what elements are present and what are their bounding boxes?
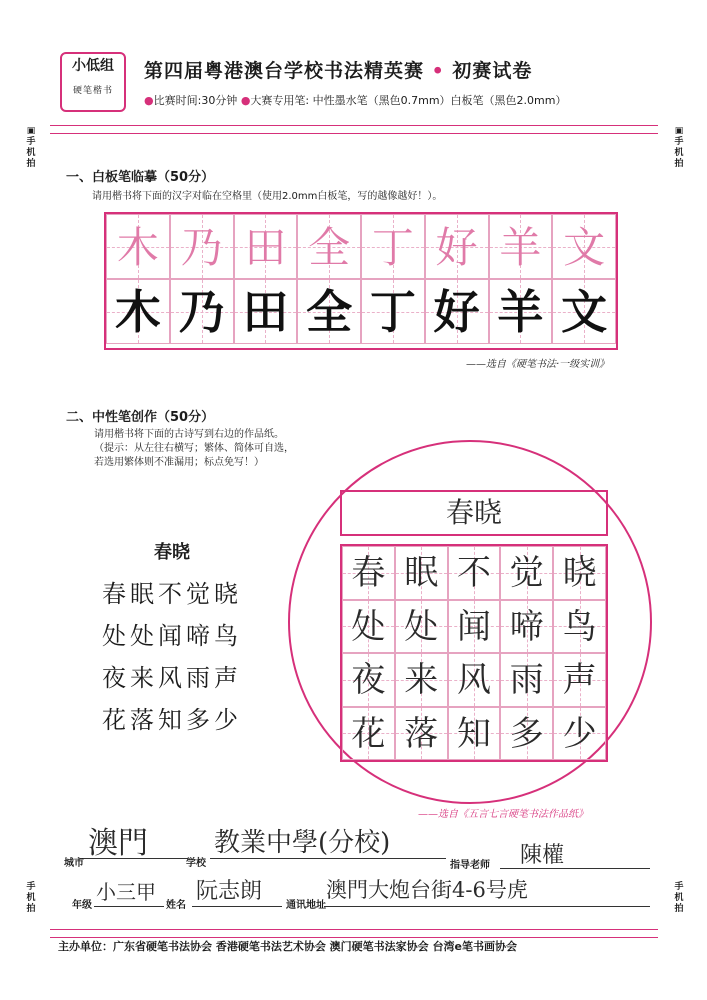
section1-source: ——选自《硬笔书法·一级实训》 (466, 359, 610, 370)
name-underline (192, 906, 282, 907)
address-underline (324, 906, 650, 907)
city-label: 城市 (64, 858, 84, 869)
side-note-top-right: ▣ 手机拍 (672, 126, 686, 170)
section1-instruction: 请用楷书将下面的汉字对临在空格里（使用2.0mm白板笔，写的越像越好！）。 (92, 191, 443, 202)
work-cell[interactable]: 风 (448, 653, 501, 707)
trace-cell[interactable]: 羊 (489, 214, 553, 279)
work-cell[interactable]: 来 (395, 653, 448, 707)
work-cell[interactable]: 闻 (448, 600, 501, 654)
organizers-footer: 主办单位：广东省硬笔书法协会 香港硬笔书法艺术协会 澳门硬笔书法家协会 台湾e笔书画协会 (58, 940, 517, 953)
bullet-icon: ● (144, 94, 154, 107)
exam-info (144, 92, 566, 108)
teacher-label: 指导老师 (450, 860, 490, 871)
section2-source: ——选自《五言七言硬笔书法作品纸》 (418, 809, 588, 820)
group-label: 小低组 (72, 58, 114, 74)
poem-title: 春晓 (154, 542, 190, 563)
section1-title: 一、白板笔临摹（50分） (66, 170, 215, 185)
school-value[interactable]: 教業中學(分校) (214, 828, 391, 858)
model-cell: 丁 (361, 279, 425, 344)
section2-instruction-2: （提示：从左往右横写；繁体、简体可自选， (94, 443, 294, 454)
trace-cell[interactable]: 乃 (170, 214, 234, 279)
work-cell[interactable]: 鸟 (553, 600, 606, 654)
model-cell: 全 (297, 279, 361, 344)
work-cell[interactable]: 落 (395, 707, 448, 761)
school-label: 学校 (186, 858, 206, 869)
group-badge (60, 52, 126, 112)
bullet-icon: ● (240, 94, 251, 107)
poem-line-4: 花落知多少 (102, 706, 242, 734)
section2-title: 二、中性笔创作（50分） (66, 410, 215, 425)
grade-label: 年级 (72, 900, 92, 911)
work-cell[interactable]: 春 (342, 546, 395, 600)
work-cell[interactable]: 雨 (500, 653, 553, 707)
work-cell[interactable]: 觉 (500, 546, 553, 600)
model-cell: 田 (234, 279, 298, 344)
trace-cell[interactable]: 丁 (361, 214, 425, 279)
side-note-bottom-right: 手机拍 (674, 882, 684, 914)
side-note-top-left: ▣ 手机拍 (24, 126, 38, 170)
section2-instruction-3: 若选用繁体则不准漏用；标点免写！） (94, 457, 264, 468)
section2-instruction-1: 请用楷书将下面的古诗写到右边的作品纸。 (94, 429, 284, 440)
title-dot: • (431, 60, 445, 82)
work-cell[interactable]: 晓 (553, 546, 606, 600)
model-cell: 文 (552, 279, 616, 344)
work-cell[interactable]: 处 (342, 600, 395, 654)
city-value[interactable]: 澳門 (88, 826, 148, 861)
trace-cell[interactable]: 全 (297, 214, 361, 279)
work-grid (340, 544, 608, 762)
work-cell[interactable]: 声 (553, 653, 606, 707)
poem-line-3: 夜来风雨声 (102, 664, 242, 692)
top-divider (50, 125, 658, 134)
pen-label: 大赛专用笔: 中性墨水笔（黑色0.7mm）白板笔（黑色2.0mm） (250, 94, 567, 107)
trace-cell[interactable]: 木 (106, 214, 170, 279)
poem-line-2: 处处闻啼鸟 (102, 622, 242, 650)
city-underline (80, 858, 188, 859)
title-main: 第四届粤港澳台学校书法精英赛 (144, 60, 425, 82)
model-cell: 羊 (489, 279, 553, 344)
page-title (144, 56, 532, 83)
camera-icon: ▣ (674, 126, 684, 136)
work-cell[interactable]: 知 (448, 707, 501, 761)
address-label: 通讯地址 (286, 900, 326, 911)
school-underline (210, 858, 446, 859)
work-cell[interactable]: 夜 (342, 653, 395, 707)
camera-icon: ▣ (26, 126, 36, 136)
work-cell[interactable]: 花 (342, 707, 395, 761)
name-value[interactable]: 阮志朗 (196, 879, 263, 904)
poem-line-1: 春眠不觉晓 (102, 580, 242, 608)
teacher-value[interactable]: 陳權 (520, 843, 565, 868)
model-cell: 好 (425, 279, 489, 344)
trace-cell[interactable]: 好 (425, 214, 489, 279)
work-title-box (340, 490, 608, 536)
title-suffix: 初赛试卷 (452, 60, 533, 82)
work-title: 春晓 (445, 496, 502, 529)
trace-cell[interactable]: 文 (552, 214, 616, 279)
grade-value[interactable]: 小三甲 (96, 880, 156, 904)
teacher-underline (500, 868, 650, 869)
model-cell: 乃 (170, 279, 234, 344)
copy-grid (104, 212, 618, 350)
work-cell[interactable]: 啼 (500, 600, 553, 654)
work-cell[interactable]: 不 (448, 546, 501, 600)
work-cell[interactable]: 多 (500, 707, 553, 761)
work-cell[interactable]: 处 (395, 600, 448, 654)
name-label: 姓名 (166, 900, 186, 911)
grade-underline (94, 906, 164, 907)
side-note-bottom-left: 手机拍 (26, 882, 36, 914)
model-cell: 木 (106, 279, 170, 344)
work-cell[interactable]: 眠 (395, 546, 448, 600)
work-cell[interactable]: 少 (553, 707, 606, 761)
category-label: 硬笔楷书 (72, 86, 113, 96)
bottom-divider (50, 929, 658, 938)
address-value[interactable]: 澳門大炮台街4-6号虎 (326, 878, 528, 902)
trace-cell[interactable]: 田 (234, 214, 298, 279)
time-label: 比赛时间:30分钟 (153, 94, 238, 107)
